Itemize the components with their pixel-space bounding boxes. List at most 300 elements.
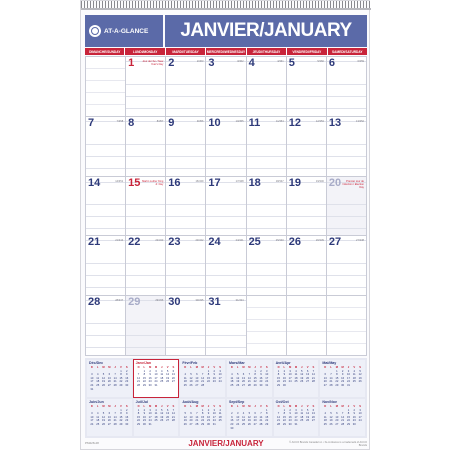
day-of-year-label: 21/344	[115, 239, 124, 243]
day-number: 13	[328, 116, 342, 129]
mini-day: 24	[154, 380, 158, 384]
day-number: 21	[88, 236, 101, 249]
mini-day: 19	[358, 376, 362, 380]
mini-day: 23	[212, 380, 216, 384]
day-cell[interactable]	[166, 177, 205, 236]
day-cell[interactable]	[206, 57, 245, 116]
mini-day: 17	[294, 415, 298, 419]
mini-day: 31	[346, 383, 350, 387]
mini-day: 24	[212, 419, 216, 423]
mini-weekday-letter: V	[306, 366, 309, 369]
mini-day: 1	[137, 408, 140, 412]
mini-day: 30	[282, 383, 286, 387]
mini-day: 17	[90, 380, 94, 384]
mini-weekday-letter: V	[166, 405, 169, 408]
mini-day: 11	[300, 412, 304, 416]
mini-day: 26	[166, 380, 170, 384]
day-cell[interactable]	[126, 117, 165, 176]
mini-day: 7	[277, 412, 280, 416]
mini-day: 10	[358, 412, 362, 416]
mini-day: 23	[341, 380, 345, 384]
mini-day: 11	[96, 415, 100, 419]
mini-day: 17	[288, 376, 292, 380]
mini-day: 8	[143, 373, 146, 377]
mini-day: 11	[160, 373, 164, 377]
mini-day: 14	[341, 415, 345, 419]
mini-day: 4	[353, 369, 356, 373]
mini-day: 7	[114, 373, 116, 377]
mini-day: 19	[102, 380, 106, 384]
mini-day: 19	[300, 376, 304, 380]
mini-day: 12	[166, 373, 170, 377]
mini-day: 25	[323, 422, 327, 426]
mini-weekday-letter: M	[294, 366, 298, 369]
mini-day: 9	[143, 412, 146, 416]
mini-day: 15	[335, 376, 339, 380]
day-cell[interactable]	[126, 57, 165, 116]
mini-day: 30	[259, 383, 263, 387]
day-of-year-label: 16/349	[195, 179, 204, 183]
day-cell[interactable]	[86, 177, 125, 236]
mini-day: 9	[126, 412, 128, 416]
day-cell[interactable]	[206, 177, 245, 236]
day-number: 15	[128, 176, 141, 189]
mini-day: 18	[300, 415, 304, 419]
mini-day: 19	[247, 419, 251, 423]
mini-day: 20	[107, 380, 111, 384]
mini-day: 11	[242, 415, 245, 419]
weekday-header: MARDI/TUESDAY	[166, 48, 205, 55]
mini-day: 26	[358, 380, 362, 384]
mini-month-days	[227, 405, 272, 430]
mini-day: 20	[306, 376, 310, 380]
day-cell[interactable]	[287, 296, 326, 355]
mini-weekday-letter: S	[125, 366, 128, 369]
brand-logo-text: AT-A-GLANCE	[104, 27, 149, 35]
mini-weekday-letter: D	[137, 366, 140, 369]
mini-day: 2	[289, 408, 291, 412]
mini-weekday-letter: V	[353, 405, 356, 408]
mini-day: 10	[154, 373, 158, 377]
day-cell[interactable]	[247, 177, 286, 236]
day-of-year-label: 9/356	[196, 119, 204, 123]
mini-day: 19	[102, 419, 106, 423]
mini-day: 23	[142, 419, 146, 423]
mini-day: 26	[102, 383, 106, 387]
mini-weekday-letter: D	[230, 405, 233, 408]
mini-day: 11	[323, 415, 327, 419]
mini-day: 31	[90, 387, 94, 391]
mini-day: 6	[254, 412, 256, 416]
day-of-year-label: 3/362	[237, 60, 244, 63]
mini-day: 4	[96, 373, 99, 377]
day-cell[interactable]	[247, 57, 286, 116]
mini-day: 20	[253, 419, 257, 423]
day-of-year-label: 5/360	[317, 60, 324, 63]
mini-weekday-letter: M	[341, 366, 344, 369]
mini-day: 22	[335, 380, 339, 384]
day-number: 3	[208, 57, 215, 69]
mini-day: 31	[154, 383, 158, 387]
mini-day: 22	[346, 419, 350, 423]
weekday-header: JEUDI/THURSDAY	[247, 48, 286, 55]
mini-weekday-letter: L	[283, 405, 286, 408]
mini-day: 13	[311, 412, 315, 416]
mini-day: 10	[90, 376, 94, 380]
mini-day: 10	[346, 373, 350, 377]
holiday-label: Jour de l'An / New Year's Day	[142, 60, 164, 66]
brand-logo	[85, 15, 163, 47]
mini-day: 24	[236, 422, 240, 426]
mini-day: 26	[102, 422, 106, 426]
day-number: 31	[208, 296, 221, 309]
mini-weekday-letter: L	[190, 405, 192, 408]
mini-day: 27	[171, 380, 175, 384]
mini-day: 3	[266, 369, 268, 373]
mini-day: 30	[125, 422, 129, 426]
mini-day: 15	[346, 415, 350, 419]
mini-weekday-letter: J	[301, 405, 303, 408]
mini-day: 5	[330, 412, 332, 416]
mini-day: 27	[335, 422, 339, 426]
day-of-year-label: 18/347	[275, 179, 284, 183]
mini-day: 30	[341, 383, 345, 387]
mini-month-days	[87, 366, 132, 391]
mini-day: 4	[231, 373, 233, 377]
day-number: 8	[128, 116, 135, 129]
month-title: JANVIER/JANUARY	[180, 20, 352, 41]
mini-day: 20	[335, 419, 339, 423]
mini-day: 15	[142, 376, 146, 380]
mini-day: 28	[113, 383, 117, 387]
mini-weekday-letter: V	[166, 366, 169, 369]
mini-day: 12	[358, 373, 362, 377]
mini-day: 17	[212, 415, 216, 419]
mini-month-name: Août/Aug	[182, 400, 199, 404]
mini-day: 8	[120, 373, 122, 377]
mini-day: 19	[306, 415, 310, 419]
day-of-year-label: 2/363	[196, 60, 204, 63]
mini-weekday-letter: M	[108, 366, 111, 369]
mini-weekday-letter: M	[294, 405, 298, 408]
day-cell[interactable]	[327, 296, 366, 355]
mini-day: 6	[108, 412, 111, 416]
mini-day: 22	[142, 380, 146, 384]
mini-day: 24	[288, 380, 292, 384]
mini-day: 4	[295, 369, 297, 373]
weekday-header-row	[85, 48, 367, 55]
mini-weekday-letter: V	[213, 405, 216, 408]
mini-day: 30	[206, 422, 210, 426]
mini-weekday-letter: V	[120, 366, 122, 369]
day-cell[interactable]	[166, 236, 205, 295]
mini-month	[274, 360, 319, 397]
mini-day: 8	[266, 412, 268, 416]
copyright-text: © ACCO Brands Canada Inc. / At-A-Glance is a trademark of ACCO Brands	[289, 441, 367, 447]
mini-day: 5	[248, 412, 251, 416]
mini-day: 16	[352, 415, 356, 419]
mini-day: 29	[119, 383, 123, 387]
mini-weekday-letter: J	[207, 366, 210, 369]
mini-day: 2	[283, 369, 286, 373]
calendar-header	[85, 15, 367, 47]
mini-weekday-letter: D	[137, 405, 140, 408]
mini-day: 6	[190, 412, 192, 416]
mini-day: 17	[358, 415, 362, 419]
day-number: 18	[248, 176, 261, 189]
day-number: 23	[168, 236, 181, 249]
mini-day: 25	[154, 419, 158, 423]
mini-day: 21	[259, 419, 263, 423]
day-cell[interactable]	[327, 177, 366, 236]
mini-day: 22	[201, 419, 205, 423]
mini-day: 13	[107, 415, 111, 419]
mini-day: 21	[277, 419, 281, 423]
mini-day: 5	[166, 369, 169, 373]
day-of-year-label: 4/361	[277, 60, 284, 63]
mini-day: 19	[166, 376, 170, 380]
day-cell[interactable]	[126, 177, 165, 236]
day-cell[interactable]	[126, 236, 165, 295]
mini-day: 11	[230, 376, 234, 380]
mini-day: 1	[120, 408, 122, 412]
mini-month	[320, 360, 365, 397]
mini-day: 1	[283, 408, 286, 412]
mini-month-name: Déc/Dec	[89, 361, 104, 365]
mini-day: 9	[283, 373, 286, 377]
day-cell[interactable]	[287, 177, 326, 236]
day-of-year-label: 28/337	[115, 299, 124, 303]
day-of-year-label: 22/343	[155, 239, 164, 243]
mini-weekday-letter: S	[312, 366, 315, 369]
mini-day: 3	[149, 408, 151, 412]
mini-weekday-letter: D	[184, 366, 187, 369]
mini-day: 21	[311, 376, 315, 380]
mini-day: 28	[113, 422, 117, 426]
mini-weekday-letter: V	[260, 366, 262, 369]
mini-weekday-letter: V	[120, 405, 122, 408]
day-of-year-label: 10/355	[235, 119, 244, 123]
day-number: 4	[248, 57, 255, 69]
mini-day: 17	[265, 376, 269, 380]
mini-day: 16	[206, 415, 210, 419]
mini-day: 26	[183, 422, 187, 426]
mini-weekday-letter: J	[161, 405, 163, 408]
day-of-year-label: 17/348	[235, 179, 244, 183]
mini-day: 7	[196, 412, 198, 416]
mini-day: 12	[102, 415, 106, 419]
mini-month-name: Mai/May	[322, 361, 337, 365]
day-cell[interactable]	[86, 296, 125, 355]
mini-day: 13	[306, 373, 310, 377]
day-of-year-label: 19/346	[315, 179, 324, 183]
mini-day: 31	[212, 422, 216, 426]
day-cell[interactable]	[166, 57, 205, 116]
mini-month	[87, 360, 132, 397]
mini-day: 6	[312, 408, 315, 412]
mini-weekday-letter: S	[172, 405, 175, 408]
mini-month	[87, 399, 132, 436]
day-cell[interactable]	[166, 296, 205, 355]
mini-weekday-letter: J	[347, 405, 350, 408]
mini-month-name: Mars/Mar	[229, 361, 245, 365]
day-cell[interactable]	[327, 117, 366, 176]
mini-day: 1	[266, 408, 268, 412]
mini-day: 10	[148, 412, 152, 416]
mini-day: 18	[294, 376, 298, 380]
mini-day: 28	[201, 383, 205, 387]
mini-day: 17	[346, 376, 350, 380]
mini-day: 6	[172, 369, 175, 373]
mini-weekday-letter: L	[143, 405, 146, 408]
mini-day: 23	[259, 380, 263, 384]
mini-day: 29	[282, 422, 286, 426]
mini-day: 26	[160, 419, 164, 423]
mini-day: 6	[324, 373, 326, 377]
day-of-year-label: 24/341	[235, 239, 244, 243]
day-cell[interactable]	[327, 57, 366, 116]
day-of-year-label: 27/338	[356, 239, 364, 243]
mini-day: 14	[137, 376, 141, 380]
mini-day: 18	[96, 419, 100, 423]
day-cell[interactable]	[206, 296, 245, 355]
day-cell[interactable]	[206, 236, 245, 295]
mini-weekday-letter: M	[335, 405, 338, 408]
mini-day: 29	[335, 383, 339, 387]
day-of-year-label: 6/359	[357, 60, 364, 63]
day-cell[interactable]	[86, 236, 125, 295]
mini-day: 20	[107, 419, 111, 423]
mini-day: 3	[359, 408, 361, 412]
mini-day: 18	[242, 419, 246, 423]
mini-day: 12	[306, 412, 310, 416]
mini-day: 6	[166, 408, 169, 412]
mini-day: 15	[265, 415, 269, 419]
mini-day: 29	[201, 422, 205, 426]
mini-day: 11	[96, 376, 100, 380]
mini-day: 13	[107, 376, 111, 380]
mini-weekday-letter: D	[324, 366, 327, 369]
binding-bar	[81, 8, 371, 10]
mini-month-days	[87, 405, 132, 427]
mini-day: 15	[137, 415, 141, 419]
mini-day: 12	[183, 415, 187, 419]
mini-month	[134, 399, 179, 436]
mini-day: 8	[283, 412, 286, 416]
mini-weekday-letter: D	[277, 366, 280, 369]
mini-day: 8	[201, 412, 204, 416]
mini-month	[180, 399, 225, 436]
month-grid	[85, 56, 367, 356]
mini-day: 8	[207, 373, 210, 377]
mini-weekday-letter: M	[242, 405, 245, 408]
mini-day: 21	[171, 415, 175, 419]
mini-day: 13	[189, 415, 193, 419]
mini-day: 28	[137, 383, 141, 387]
mini-day: 24	[218, 380, 222, 384]
mini-day: 29	[119, 422, 123, 426]
mini-day: 15	[119, 415, 123, 419]
mini-weekday-letter: J	[114, 366, 116, 369]
mini-day: 30	[352, 422, 356, 426]
day-cell[interactable]	[86, 117, 125, 176]
day-cell[interactable]	[287, 236, 326, 295]
mini-month-days	[134, 405, 179, 427]
mini-day: 18	[352, 376, 356, 380]
mini-day: 16	[288, 415, 292, 419]
mini-day: 18	[218, 415, 222, 419]
mini-day: 12	[329, 415, 333, 419]
mini-weekday-letter: S	[125, 405, 128, 408]
mini-month-name: Juil/Jul	[135, 400, 149, 404]
mini-day: 20	[242, 380, 246, 384]
mini-day: 14	[171, 412, 175, 416]
mini-day: 4	[96, 412, 99, 416]
day-cell[interactable]	[86, 57, 125, 116]
weekday-header: LUNDI/MONDAY	[125, 48, 164, 55]
mini-day: 27	[311, 419, 315, 423]
day-cell[interactable]	[247, 117, 286, 176]
day-cell[interactable]	[247, 236, 286, 295]
mini-weekday-letter: L	[236, 366, 239, 369]
mini-month	[134, 360, 179, 397]
mini-day: 13	[166, 412, 170, 416]
mini-day: 25	[96, 383, 100, 387]
mini-day: 11	[218, 412, 222, 416]
mini-day: 25	[183, 383, 187, 387]
mini-day: 5	[184, 412, 186, 416]
mini-day: 22	[253, 380, 257, 384]
mini-day: 6	[336, 412, 338, 416]
day-cell[interactable]	[247, 296, 286, 355]
mini-day: 12	[160, 412, 164, 416]
mini-day: 14	[259, 415, 263, 419]
mini-weekday-letter: M	[102, 405, 105, 408]
day-cell[interactable]	[126, 296, 165, 355]
mini-day: 16	[125, 415, 129, 419]
mini-day: 27	[323, 383, 327, 387]
mini-day: 8	[336, 373, 338, 377]
mini-day: 14	[113, 415, 117, 419]
day-number: 28	[88, 296, 101, 309]
weekday-header: MERCREDI/WEDNESDAY	[206, 49, 246, 54]
mini-day: 19	[160, 415, 164, 419]
mini-day: 8	[254, 373, 256, 377]
mini-month-name: Avril/Apr	[275, 361, 291, 365]
day-cell[interactable]	[287, 117, 326, 176]
mini-weekday-letter: M	[289, 405, 292, 408]
mini-day: 21	[113, 419, 117, 423]
day-number: 6	[328, 57, 335, 69]
mini-day: 1	[120, 369, 122, 373]
mini-calendars	[85, 358, 367, 438]
day-cell[interactable]	[327, 236, 366, 295]
mini-day: 16	[259, 376, 263, 380]
mini-weekday-letter: D	[324, 405, 327, 408]
day-cell[interactable]	[166, 117, 205, 176]
mini-weekday-letter: S	[312, 405, 315, 408]
mini-day: 8	[137, 412, 140, 416]
mini-day: 8	[347, 412, 350, 416]
day-cell[interactable]	[206, 117, 245, 176]
mini-weekday-letter: M	[248, 405, 251, 408]
mini-day: 26	[236, 383, 240, 387]
mini-day: 28	[259, 422, 263, 426]
mini-day: 10	[90, 415, 94, 419]
day-number: 1	[128, 57, 135, 69]
day-cell[interactable]	[287, 57, 326, 116]
mini-day: 4	[155, 408, 157, 412]
